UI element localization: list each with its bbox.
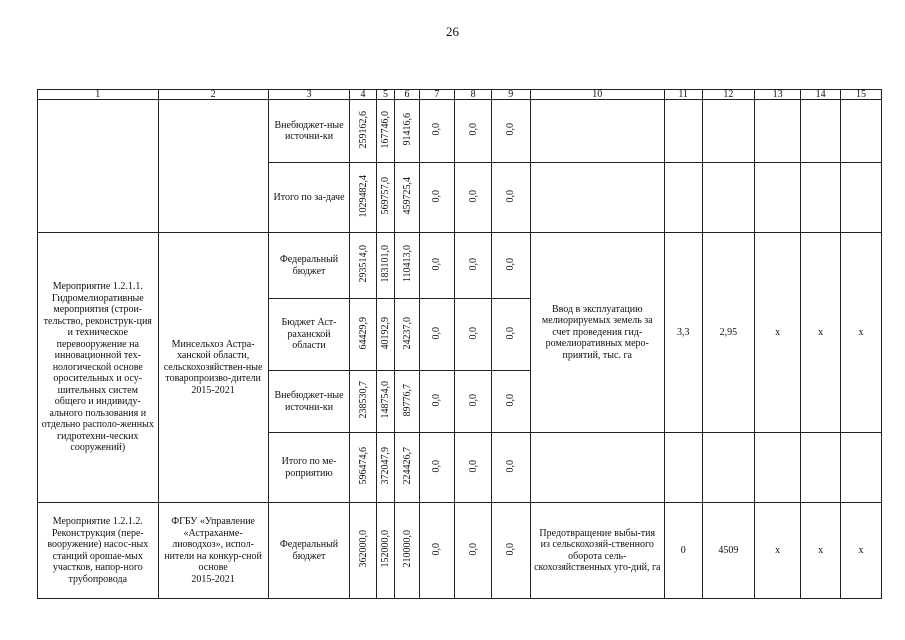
value-2016: 224426,7 bbox=[395, 433, 419, 503]
value-2015: 569757,0 bbox=[376, 163, 395, 233]
indicator-value bbox=[801, 433, 841, 503]
indicator-value: x bbox=[801, 233, 841, 433]
value-2016: 24237,0 bbox=[395, 299, 419, 371]
value-2018: 0,0 bbox=[455, 371, 492, 433]
indicator-value bbox=[840, 100, 881, 163]
indicator-value bbox=[702, 163, 754, 233]
indicator-value bbox=[801, 163, 841, 233]
indicator-name: Ввод в эксплуатацию мелиорируемых земель за счет проведения гид-ромелиоративных меро-приятий, тыс. га bbox=[530, 233, 664, 433]
value-2016: 89776,7 bbox=[395, 371, 419, 433]
header-cell: 12 bbox=[702, 90, 754, 100]
value-2019: 0,0 bbox=[491, 371, 530, 433]
funding-source: Бюджет Аст-раханской области bbox=[268, 299, 350, 371]
value-2015: 40192,9 bbox=[376, 299, 395, 371]
value-2015: 372047,9 bbox=[376, 433, 395, 503]
value-2015: 148754,0 bbox=[376, 371, 395, 433]
value-2016: 91416,6 bbox=[395, 100, 419, 163]
header-cell: 6 bbox=[395, 90, 419, 100]
funding-source: Федеральный бюджет bbox=[268, 233, 350, 299]
value-2018: 0,0 bbox=[455, 503, 492, 599]
value-total: 293514,0 bbox=[350, 233, 376, 299]
task-executor-cell bbox=[158, 100, 268, 233]
indicator-value: x bbox=[840, 233, 881, 433]
value-2019: 0,0 bbox=[491, 503, 530, 599]
indicator-value bbox=[664, 433, 702, 503]
funding-source: Итого по ме-роприятию bbox=[268, 433, 350, 503]
table-row bbox=[38, 100, 882, 163]
indicator-value bbox=[664, 163, 702, 233]
value-2018: 0,0 bbox=[455, 433, 492, 503]
measure-executor bbox=[158, 233, 268, 503]
value-2016: 459725,4 bbox=[395, 163, 419, 233]
indicator-value bbox=[755, 433, 801, 503]
value-2017: 0,0 bbox=[419, 233, 455, 299]
indicator-value bbox=[664, 100, 702, 163]
value-2018: 0,0 bbox=[455, 299, 492, 371]
indicator-value bbox=[702, 100, 754, 163]
value-2019: 0,0 bbox=[491, 433, 530, 503]
value-total: 64429,9 bbox=[350, 299, 376, 371]
value-total: 362000,0 bbox=[350, 503, 376, 599]
indicator-value: x bbox=[840, 503, 881, 599]
header-cell: 1 bbox=[38, 90, 159, 100]
value-total: 238530,7 bbox=[350, 371, 376, 433]
value-2017: 0,0 bbox=[419, 503, 455, 599]
measure-name: Мероприятие 1.2.1.2. Реконструкция (пере-вооружение) насос-ных станций орошае-мых участков, напор-ного трубопровода bbox=[38, 503, 159, 599]
funding-source: Внебюджет-ные источни-ки bbox=[268, 100, 350, 163]
header-cell: 7 bbox=[419, 90, 455, 100]
value-2015: 152000,0 bbox=[376, 503, 395, 599]
value-2017: 0,0 bbox=[419, 100, 455, 163]
header-cell: 8 bbox=[455, 90, 492, 100]
measure-executor bbox=[158, 503, 268, 599]
indicator-value: x bbox=[755, 503, 801, 599]
value-2017: 0,0 bbox=[419, 371, 455, 433]
executor-years: 2015-2021 bbox=[191, 573, 235, 585]
indicator-value: 2,95 bbox=[702, 233, 754, 433]
value-2019: 0,0 bbox=[491, 299, 530, 371]
indicator-name: Предотвращение выбы-тия из сельскохозяй-ственного оборота сель-скохозяйственных уго-дий, га bbox=[530, 503, 664, 599]
indicator-value: 3,3 bbox=[664, 233, 702, 433]
value-2019: 0,0 bbox=[491, 163, 530, 233]
value-2018: 0,0 bbox=[455, 100, 492, 163]
header-cell: 13 bbox=[755, 90, 801, 100]
funding-source: Итого по за-даче bbox=[268, 163, 350, 233]
indicator-value bbox=[840, 433, 881, 503]
indicator-value: x bbox=[755, 233, 801, 433]
executor-text: ФГБУ «Управление «Астраханме-лиоводхоз», испол-нители на конкур-сной основе bbox=[164, 516, 262, 573]
indicator-cell bbox=[530, 100, 664, 163]
value-total: 596474,6 bbox=[350, 433, 376, 503]
value-2015: 183101,0 bbox=[376, 233, 395, 299]
value-2018: 0,0 bbox=[455, 163, 492, 233]
indicator-value bbox=[801, 100, 841, 163]
indicator-cell bbox=[530, 433, 664, 503]
measure-name: Мероприятие 1.2.1.1. Гидромелиоративные мероприятия (строи-тельство, реконструк-ция и техническое перевооружение на инновационной тех-нологической основе оросительных и осу-шительных систем общего и индивиду-ального пользования и отдельно располо-женных гидротехни-ческих сооружений) bbox=[38, 233, 159, 503]
indicator-value: x bbox=[801, 503, 841, 599]
value-2019: 0,0 bbox=[491, 100, 530, 163]
indicator-value bbox=[755, 163, 801, 233]
value-2017: 0,0 bbox=[419, 433, 455, 503]
value-2018: 0,0 bbox=[455, 233, 492, 299]
table-row bbox=[38, 233, 882, 299]
funding-source: Федеральный бюджет bbox=[268, 503, 350, 599]
funding-source: Внебюджет-ные источни-ки bbox=[268, 371, 350, 433]
header-cell: 3 bbox=[268, 90, 350, 100]
value-2019: 0,0 bbox=[491, 233, 530, 299]
indicator-value: 0 bbox=[664, 503, 702, 599]
header-cell: 9 bbox=[491, 90, 530, 100]
value-2016: 110413,0 bbox=[395, 233, 419, 299]
executor-years: 2015-2021 bbox=[191, 384, 235, 396]
header-cell: 10 bbox=[530, 90, 664, 100]
task-name-cell bbox=[38, 100, 159, 233]
value-2017: 0,0 bbox=[419, 299, 455, 371]
value-total: 259162,6 bbox=[350, 100, 376, 163]
header-row bbox=[38, 90, 882, 100]
page-number: 26 bbox=[446, 24, 459, 39]
indicator-value: 4509 bbox=[702, 503, 754, 599]
indicator-value bbox=[840, 163, 881, 233]
header-cell: 4 bbox=[350, 90, 376, 100]
value-2016: 210000,0 bbox=[395, 503, 419, 599]
header-cell: 15 bbox=[840, 90, 881, 100]
value-2017: 0,0 bbox=[419, 163, 455, 233]
header-cell: 11 bbox=[664, 90, 702, 100]
table-row bbox=[38, 503, 882, 599]
header-cell: 5 bbox=[376, 90, 395, 100]
value-total: 1029482,4 bbox=[350, 163, 376, 233]
indicator-cell bbox=[530, 163, 664, 233]
indicator-value bbox=[702, 433, 754, 503]
header-cell: 2 bbox=[158, 90, 268, 100]
indicator-value bbox=[755, 100, 801, 163]
funding-table bbox=[37, 89, 882, 599]
header-cell: 14 bbox=[801, 90, 841, 100]
executor-text: Минсельхоз Астра-ханской области, сельскохозяйствен-ные товаропроизво-дители bbox=[163, 338, 263, 385]
value-2015: 167746,0 bbox=[376, 100, 395, 163]
